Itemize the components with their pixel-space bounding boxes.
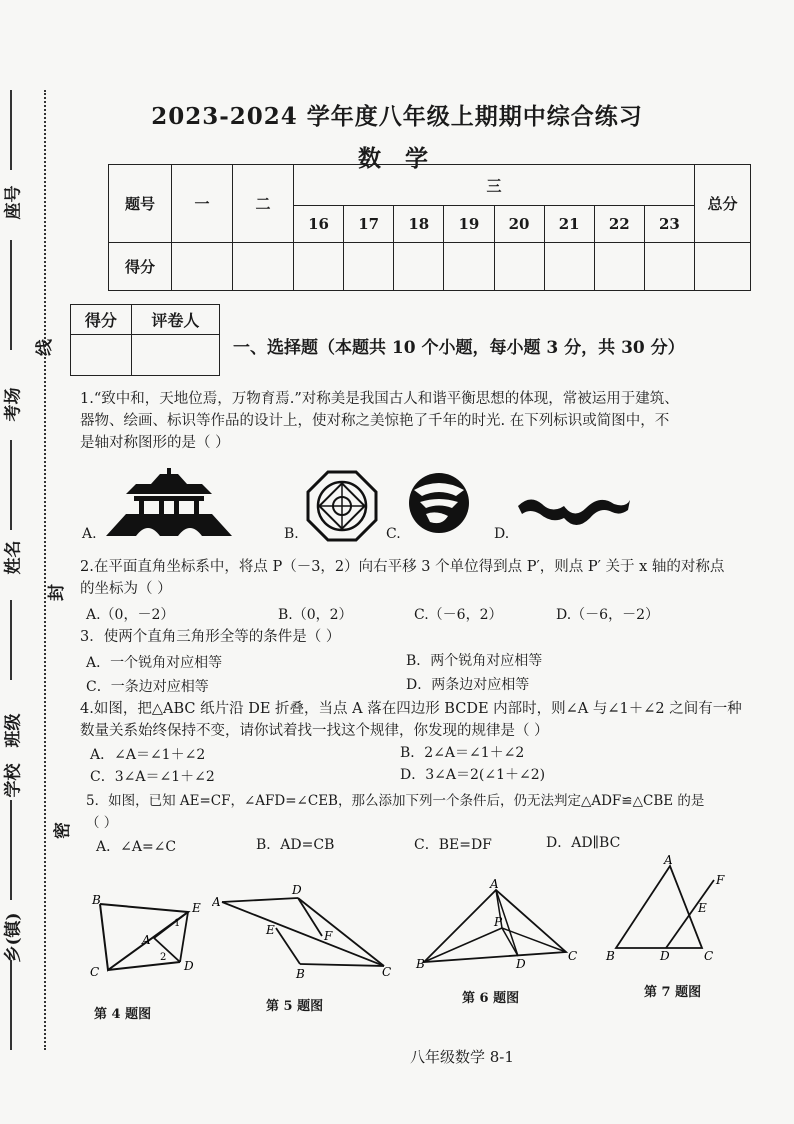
q1-image-c-emblem	[406, 470, 472, 536]
class-label: 班级	[3, 713, 24, 748]
margin-blank-line	[10, 800, 12, 900]
score-cell[interactable]	[644, 243, 694, 291]
margin-blank-line	[10, 600, 12, 680]
grader-score-label: 得分	[71, 305, 132, 335]
svg-text:2: 2	[160, 952, 167, 963]
svg-text:A: A	[212, 895, 221, 909]
score-cell[interactable]	[294, 243, 344, 291]
question-2: 2.在平面直角坐标系中，将点 P（－3，2）向右平移 3 个单位得到点 P′，则点 P′ 关于 x 轴的对称点 的坐标为（ ）	[80, 559, 725, 597]
q1-option-b[interactable]: B.	[284, 526, 299, 542]
caption-figure-7: 第 7 题图	[644, 985, 702, 1000]
svg-text:P: P	[494, 915, 503, 929]
row-label-score: 得分	[109, 243, 172, 291]
margin-blank-line	[10, 440, 12, 530]
caption-figure-4: 第 4 题图	[94, 1007, 152, 1022]
grader-reviewer-cell[interactable]	[131, 335, 219, 376]
score-table	[108, 164, 751, 291]
margin-blank-line	[10, 240, 12, 350]
subject-title: 数 学	[357, 145, 436, 172]
svg-text:D: D	[292, 884, 302, 897]
binding-dotted-line	[44, 90, 46, 1050]
question-3: 3．使两个直角三角形全等的条件是（ ）	[80, 629, 341, 645]
svg-text:B: B	[606, 949, 615, 963]
question-1: 1.“致中和，天地位焉，万物育焉.”对称美是我国古人和谐平衡思想的体现，常被运用于建筑、 器物、绘画、标识等作品的设计上，使对称之美惊艳了千年的时光. 在下列标识或简图中，不 是轴对称图形的是（ ）	[80, 391, 679, 451]
svg-text:A: A	[664, 853, 673, 867]
grader-reviewer-label: 评卷人	[131, 305, 219, 335]
score-cell[interactable]	[444, 243, 494, 291]
margin-blank-line	[10, 960, 12, 1050]
svg-text:B: B	[296, 967, 305, 981]
col-q16: 16	[294, 206, 344, 243]
row-label-question: 题号	[109, 165, 172, 243]
col-section-one: 一	[172, 165, 233, 243]
svg-text:1: 1	[174, 918, 181, 929]
svg-text:C: C	[382, 965, 392, 979]
col-q20: 20	[494, 206, 544, 243]
q2-option-c[interactable]: C.（－6，2）	[414, 607, 503, 623]
figure-7-triangle	[602, 852, 732, 968]
town-label: 乡(镇)	[3, 912, 24, 963]
exam-title: 2023-2024 学年度八年级上期期中综合练习	[151, 103, 643, 130]
score-cell[interactable]	[172, 243, 233, 291]
q2-option-b[interactable]: B.（0，2）	[278, 607, 353, 623]
figure-5-parallelogram-triangles	[212, 884, 397, 984]
exam-room-label: 考场	[3, 387, 24, 422]
svg-text:C: C	[90, 965, 100, 979]
col-q22: 22	[594, 206, 644, 243]
col-section-two: 二	[233, 165, 294, 243]
q4-option-c[interactable]: C．3∠A＝∠1＋∠2	[90, 769, 215, 785]
svg-text:E: E	[192, 901, 201, 915]
score-cell[interactable]	[695, 243, 751, 291]
svg-text:E: E	[266, 923, 275, 937]
grader-score-cell[interactable]	[71, 335, 132, 376]
q3-option-a[interactable]: A．一个锐角对应相等	[86, 655, 223, 671]
q1-option-c[interactable]: C.	[386, 526, 401, 542]
q2-option-a[interactable]: A.（0，－2）	[86, 607, 175, 623]
svg-text:D: D	[184, 959, 194, 973]
q3-option-b[interactable]: B．两个锐角对应相等	[406, 653, 543, 669]
binding-mark-secret: 密	[53, 822, 73, 839]
svg-text:C: C	[568, 949, 578, 963]
q3-option-d[interactable]: D．两条边对应相等	[406, 677, 530, 693]
q1-option-d[interactable]: D.	[494, 526, 510, 542]
score-cell[interactable]	[344, 243, 394, 291]
q5-option-a[interactable]: A．∠A=∠C	[96, 839, 177, 855]
q4-option-b[interactable]: B．2∠A＝∠1＋∠2	[400, 745, 525, 761]
col-q17: 17	[344, 206, 394, 243]
score-cell[interactable]	[594, 243, 644, 291]
col-q23: 23	[644, 206, 694, 243]
svg-text:A: A	[142, 933, 151, 947]
q4-option-a[interactable]: A．∠A＝∠1＋∠2	[90, 747, 206, 763]
caption-figure-5: 第 5 题图	[266, 999, 324, 1014]
figure-6-triangle	[414, 876, 582, 976]
margin-blank-line	[10, 90, 12, 170]
name-label: 姓名	[3, 540, 24, 575]
svg-text:C: C	[704, 949, 714, 963]
score-cell[interactable]	[544, 243, 594, 291]
page-footer: 八年级数学 8-1	[410, 1048, 514, 1066]
grader-box	[70, 304, 220, 376]
q2-option-d[interactable]: D.（－6，－2）	[556, 607, 659, 623]
svg-text:B: B	[92, 893, 101, 907]
svg-text:E: E	[698, 901, 707, 915]
col-section-three: 三	[294, 165, 695, 206]
col-q21: 21	[544, 206, 594, 243]
svg-text:B: B	[416, 957, 425, 971]
section-one-heading: 一、选择题（本题共 10 个小题，每小题 3 分，共 30 分）	[233, 338, 685, 358]
svg-text:F: F	[716, 873, 725, 887]
seat-label: 座号	[3, 185, 24, 220]
q1-image-d-dragon	[516, 490, 632, 532]
question-4: 4.如图，把△ABC 纸片沿 DE 折叠，当点 A 落在四边形 BCDE 内部时，则∠A 与∠1＋∠2 之间有一种 数量关系始终保持不变，请你试着找一找这个规律，你发现的规律是（ ）	[80, 701, 742, 739]
svg-text:D: D	[660, 949, 670, 963]
svg-text:D: D	[516, 957, 526, 971]
caption-figure-6: 第 6 题图	[462, 991, 520, 1006]
school-label: 学校	[3, 763, 24, 798]
q5-option-d[interactable]: D．AD∥BC	[546, 835, 621, 851]
question-5: 5．如图，已知 AE=CF，∠AFD=∠CEB，那么添加下列一个条件后，仍无法判定△ADF≌△CBE 的是 （ ）	[86, 793, 705, 831]
q1-image-b-octagon	[306, 470, 378, 542]
col-total: 总分	[695, 165, 751, 243]
q5-option-c[interactable]: C．BE=DF	[414, 837, 492, 853]
q5-option-b[interactable]: B．AD=CB	[256, 837, 335, 853]
score-cell[interactable]	[394, 243, 444, 291]
score-cell[interactable]	[494, 243, 544, 291]
q1-image-a-archway	[106, 468, 232, 538]
q1-option-a[interactable]: A.	[82, 526, 97, 542]
col-q18: 18	[394, 206, 444, 243]
q3-option-c[interactable]: C．一条边对应相等	[86, 679, 209, 695]
q4-option-d[interactable]: D．3∠A＝2(∠1＋∠2)	[400, 767, 546, 783]
svg-text:A: A	[490, 877, 499, 891]
binding-mark-line: 线	[35, 339, 55, 356]
score-cell[interactable]	[233, 243, 294, 291]
figure-4-folded-triangle	[88, 890, 218, 990]
col-q19: 19	[444, 206, 494, 243]
binding-mark-seal: 封	[47, 584, 67, 601]
svg-text:F: F	[324, 929, 333, 943]
